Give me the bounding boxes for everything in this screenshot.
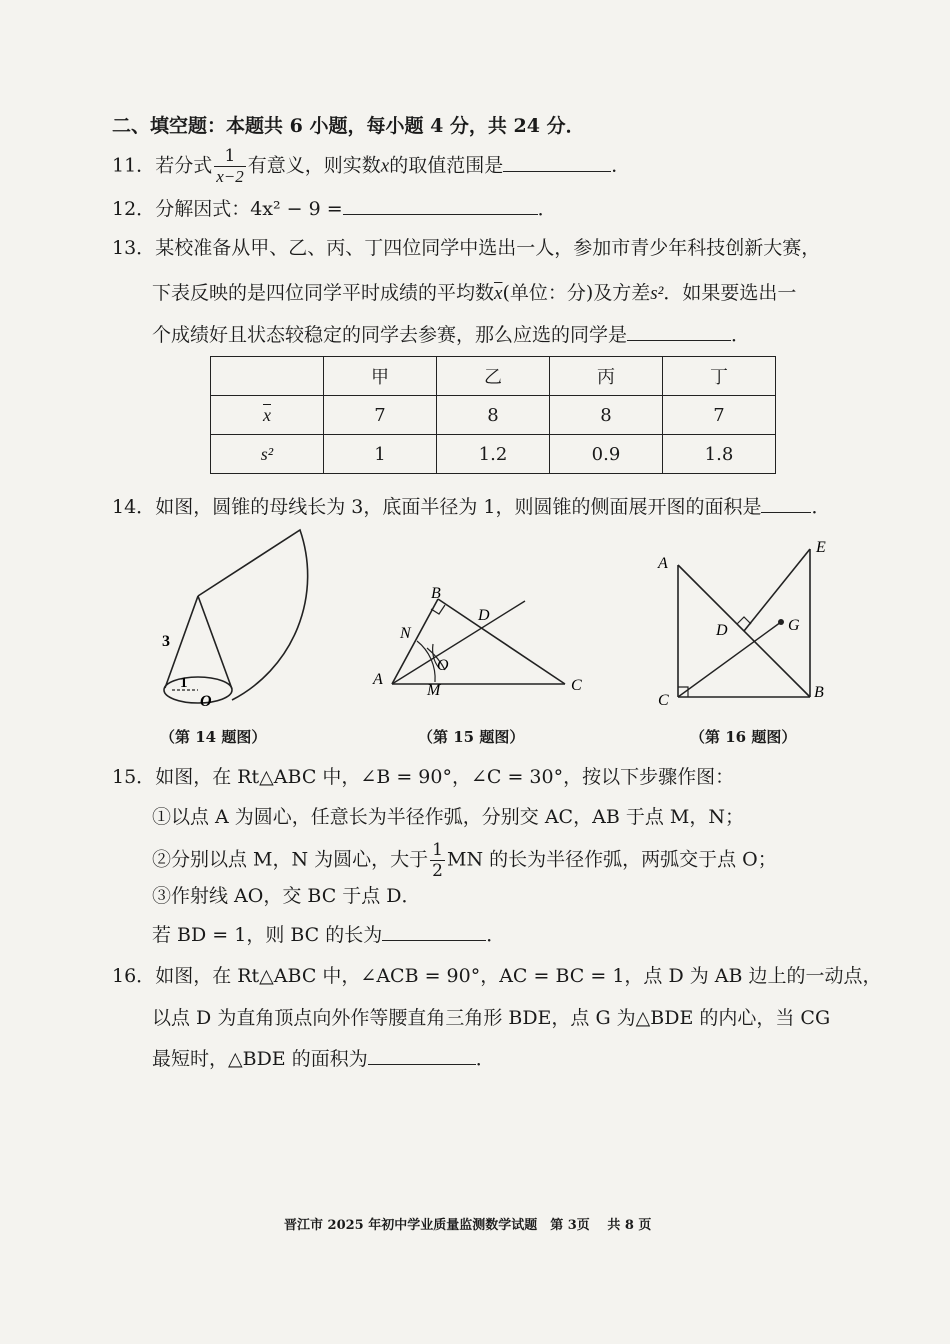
figure-14-cone bbox=[150, 520, 340, 720]
fraction-denominator: x−2 bbox=[216, 167, 244, 186]
answer-blank[interactable] bbox=[382, 922, 486, 941]
table-header-cell: 丙 bbox=[550, 357, 663, 396]
question-13-line-1 bbox=[112, 236, 820, 260]
table-row bbox=[211, 435, 776, 474]
fig15-label-M: M bbox=[427, 682, 441, 698]
q11-end: ． bbox=[611, 154, 631, 177]
table-cell: 8 bbox=[550, 396, 663, 435]
question-14 bbox=[112, 494, 830, 519]
q12-end: ． bbox=[537, 198, 557, 220]
q11-text-post2: 的取值范围是 bbox=[389, 154, 504, 177]
table-cell: 1.8 bbox=[663, 435, 776, 474]
answer-blank[interactable] bbox=[368, 1046, 476, 1065]
q12-text: 分解因式：4x² − 9 = bbox=[155, 198, 343, 220]
q13-line2c: (单位：分)及方差 bbox=[502, 282, 651, 304]
question-number: 15． bbox=[112, 766, 156, 788]
q14-end: ． bbox=[811, 496, 831, 518]
fig15-label-B: B bbox=[431, 585, 441, 602]
figure-15-caption: （第 15 题图） bbox=[418, 728, 525, 746]
answer-blank[interactable] bbox=[343, 196, 538, 215]
question-number: 14． bbox=[112, 496, 156, 518]
fig16-label-D: D bbox=[716, 622, 728, 639]
table-cell: 7 bbox=[663, 396, 776, 435]
table-header-cell: 丁 bbox=[663, 357, 776, 396]
question-13-line-2 bbox=[152, 281, 796, 306]
fig16-label-G: G bbox=[788, 617, 800, 634]
q14-text: 如图，圆锥的母线长为 3，底面半径为 1，则圆锥的侧面展开图的面积是 bbox=[155, 496, 762, 518]
fig15-label-O: O bbox=[437, 657, 449, 674]
table-row bbox=[211, 396, 776, 435]
table-header-cell: 甲 bbox=[324, 357, 437, 396]
section-title: 二、填空题：本题共 6 小题，每小题 4 分，共 24 分． bbox=[112, 115, 585, 137]
fraction-numerator: 1 bbox=[214, 146, 246, 167]
q16-end: ． bbox=[475, 1048, 495, 1070]
q15-line1: 如图，在 Rt△ABC 中，∠B = 90°，∠C = 30°，按以下步骤作图： bbox=[155, 766, 735, 788]
figure-14-caption: （第 14 题图） bbox=[160, 728, 267, 746]
question-16-line-1 bbox=[112, 964, 881, 988]
answer-blank[interactable] bbox=[761, 494, 811, 513]
q11-text-pre: 若分式 bbox=[155, 154, 213, 177]
score-table bbox=[210, 356, 776, 474]
question-number: 13． bbox=[112, 237, 156, 259]
q16-line3: 最短时，△BDE 的面积为 bbox=[152, 1048, 368, 1070]
fig14-label-O: O bbox=[200, 693, 212, 710]
q13-end: ． bbox=[731, 324, 751, 346]
fig14-label-1: 1 bbox=[180, 675, 188, 691]
q15-question: 若 BD = 1，则 BC 的长为 bbox=[152, 924, 383, 946]
q15-step2-post: MN 的长为半径作弧，两弧交于点 O； bbox=[447, 848, 777, 871]
table-header-row bbox=[211, 357, 776, 396]
page-footer: 晋江市 2025 年初中学业质量监测数学试题 第 3页 共 8 页 bbox=[284, 1218, 652, 1233]
question-number: 16． bbox=[112, 965, 156, 987]
q15-step-3: ③作射线 AO，交 BC 于点 D． bbox=[152, 885, 421, 907]
q13-line2e: ．如果要选出一 bbox=[663, 282, 797, 304]
table-row-label: s² bbox=[211, 435, 324, 474]
question-11 bbox=[112, 146, 630, 187]
table-cell: 1.2 bbox=[437, 435, 550, 474]
question-16-line-3 bbox=[152, 1046, 495, 1071]
fig15-label-N: N bbox=[400, 625, 411, 642]
answer-blank[interactable] bbox=[503, 153, 611, 172]
q15-step2-pre: ②分别以点 M，N 为圆心，大于 bbox=[152, 848, 429, 871]
q11-text-post: 有意义，则实数 bbox=[247, 154, 381, 177]
fraction-numerator: 1 bbox=[432, 840, 443, 860]
q15-end: ． bbox=[486, 924, 506, 946]
table-cell: 0.9 bbox=[550, 435, 663, 474]
table-header-cell bbox=[211, 357, 324, 396]
q15-step-2 bbox=[152, 840, 777, 881]
q13-line2a: 下表反映的是四位同学平时成绩的平均数 bbox=[152, 282, 495, 304]
table-header-cell: 乙 bbox=[437, 357, 550, 396]
table-cell: 8 bbox=[437, 396, 550, 435]
fig16-label-A: A bbox=[658, 555, 668, 572]
q13-mean-symbol: $\overline{x}$ bbox=[494, 283, 503, 304]
fraction-denominator: 2 bbox=[432, 861, 443, 881]
fraction bbox=[214, 146, 246, 187]
question-number: 11． bbox=[112, 154, 156, 177]
q13-variance-symbol: s² bbox=[650, 283, 664, 304]
figure-16-triangles bbox=[650, 535, 840, 715]
figure-16-caption: （第 16 题图） bbox=[690, 728, 797, 746]
figure-15-triangle bbox=[365, 578, 595, 698]
question-13-line-3 bbox=[152, 322, 750, 347]
fig15-label-A: A bbox=[373, 671, 383, 688]
fig16-label-C: C bbox=[658, 692, 669, 709]
q13-line1: 某校准备从甲、乙、丙、丁四位同学中选出一人，参加市青少年科技创新大赛， bbox=[155, 237, 821, 259]
fig15-label-C: C bbox=[571, 677, 582, 694]
table-cell: 7 bbox=[324, 396, 437, 435]
fig16-label-E: E bbox=[816, 539, 826, 556]
question-16-line-2: 以点 D 为直角顶点向外作等腰直角三角形 BDE，点 G 为△BDE 的内心，当 CG bbox=[152, 1007, 831, 1029]
q16-line1: 如图，在 Rt△ABC 中，∠ACB = 90°，AC = BC = 1，点 D 为 AB 边上的一动点， bbox=[155, 965, 882, 987]
table-cell: 1 bbox=[324, 435, 437, 474]
q11-variable: x bbox=[380, 155, 390, 177]
fig16-label-B: B bbox=[814, 684, 824, 701]
answer-blank[interactable] bbox=[627, 322, 731, 341]
question-number: 12． bbox=[112, 198, 156, 220]
question-12 bbox=[112, 196, 557, 221]
fig14-label-3: 3 bbox=[162, 633, 170, 650]
fig15-label-D: D bbox=[478, 607, 490, 624]
fraction bbox=[430, 840, 445, 881]
q13-line3: 个成绩好且状态较稳定的同学去参赛，那么应选的同学是 bbox=[152, 324, 628, 346]
question-15-line-1 bbox=[112, 765, 734, 789]
q15-step-1: ①以点 A 为圆心，任意长为半径作弧，分别交 AC，AB 于点 M，N； bbox=[152, 806, 744, 828]
table-row-label: $\overline{x}$ bbox=[211, 396, 324, 435]
q15-line-5 bbox=[152, 922, 505, 947]
